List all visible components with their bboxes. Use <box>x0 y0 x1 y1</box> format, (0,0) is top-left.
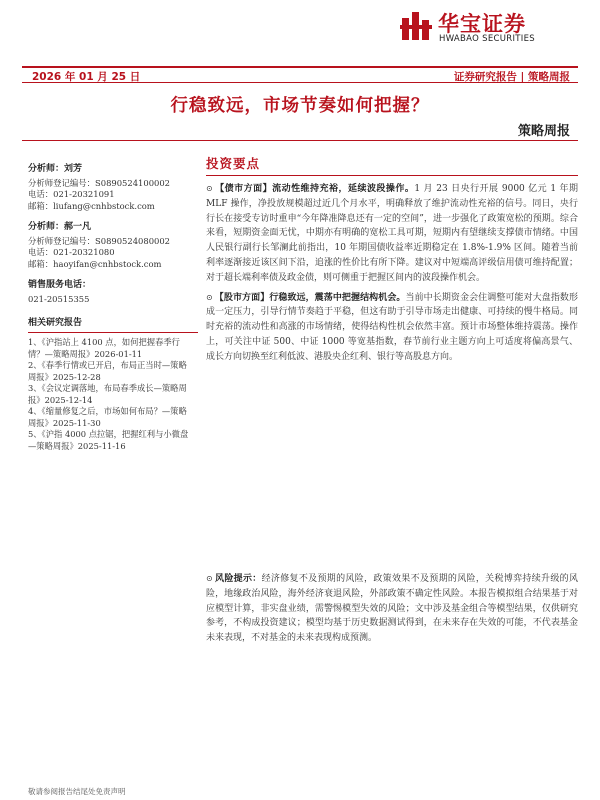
analyst-email: 邮箱：haoyifan@cnhbstock.com <box>28 258 162 269</box>
analyst-phone: 电话：021-20321091 <box>28 189 115 199</box>
risk-warning <box>206 572 578 646</box>
sales-block <box>28 280 194 305</box>
sales-phone: 021-20515355 <box>28 293 90 304</box>
paragraph-body: 1 月 23 日央行开展 9000 亿元 1 年期 MLF 操作，净投放规模超过近几个月水平，明确释放了维护流动性充裕的信号。同日，央行行长在接受专访时重申“今年降准降息还有一定的空间”，进一步强化了政策宽松的预期。综合来看，短期资金面无忧，中期亦有明确的宽松工具可期，短期内有望继续支撑债市情绪。中国人民银行副行长邹澜此前指出，10 年期国债收益率近期稳定在 1.8%-1.9% 区间。随着当前利率逐渐接近该区间下沿，追涨的性价比有所下降。建议对中短端高评级信用债可维持配置；对于超长端利率债及政金债，则可侧重于把握区间内的波段操作机会。 <box>206 184 578 283</box>
analyst-block <box>28 222 194 270</box>
report-date: 2026 年 01 月 25 日 <box>32 71 141 83</box>
risk-lead: 风险提示： <box>214 574 262 584</box>
related-report-item: 3、《会议定调落地，布局春季成长—策略周报》2025-12-14 <box>28 383 187 405</box>
analyst-block <box>28 164 194 212</box>
brand-logo <box>398 6 588 46</box>
paragraph-body: 当前中长期资金会住调整可能对大盘指数形成一定压力，引导行情节奏趋于平稳，但这有助于引导市场走出健康、可持续的慢牛格局。同时充裕的流动性和高涨的市场情绪，使得结构性机会依然丰富。预计市场整体维持震荡。操作上，可关注中证 500、中证 1000 等宽基指数，春节前行业主题方向上可适度将偏高景气、成长方向切换至红利低波、港股央企红利、银行等高股息方向。 <box>206 292 578 362</box>
analyst-cert: 分析师登记编号：S0890524080002 <box>28 235 171 246</box>
sales-label: 销售服务电话： <box>28 280 92 290</box>
analyst-email: 邮箱：liufang@cnhbstock.com <box>28 200 155 211</box>
stock-market-paragraph <box>206 291 578 365</box>
report-title: 行稳致远，市场节奏如何把握？ <box>170 96 430 116</box>
analyst-cert: 分析师登记编号：S0890524100002 <box>28 177 171 188</box>
report-category: 证券研究报告 | 策略周报 <box>453 71 570 83</box>
left-sidebar <box>28 164 194 452</box>
bullet-icon: ⊙ <box>206 574 213 583</box>
brand-name-en: HWABAO SECURITIES <box>439 34 535 44</box>
date-bar <box>22 66 578 83</box>
related-report-item: 1、《沪指站上 4100 点，如何把握春季行情？—策略周报》2026-01-11 <box>28 337 180 359</box>
main-content <box>206 154 578 370</box>
title-divider <box>22 140 578 141</box>
hwabao-logo-icon <box>398 8 434 44</box>
bullet-icon: ⊙ <box>206 184 213 193</box>
analyst-name: 分析师：刘芳 <box>28 164 83 174</box>
disclaimer-footer: 敬请参阅报告结尾处免责声明 <box>28 787 126 796</box>
related-report-item: 2、《春季行情或已开启，布局正当时—策略周报》2025-12-28 <box>28 360 187 382</box>
related-report-item: 4、《缩量修复之后，市场如何布局？—策略周报》2025-11-30 <box>28 406 187 428</box>
brand-name-cn: 华宝证券 <box>438 12 526 36</box>
analyst-name: 分析师：郝一凡 <box>28 222 92 232</box>
analyst-phone: 电话：021-20321080 <box>28 247 115 257</box>
related-reports-heading: 相关研究报告 <box>28 315 198 333</box>
bond-market-paragraph <box>206 182 578 286</box>
investment-highlights-heading: 投资要点 <box>206 154 578 176</box>
bullet-icon: ⊙ <box>206 292 213 302</box>
paragraph-lead: 【股市方面】行稳致远，震荡中把握结构机会。 <box>214 292 406 303</box>
related-report-item: 5、《沪指 4000 点拉锯，把握红利与小微盘—策略周报》2025-11-16 <box>28 429 189 451</box>
risk-body: 经济修复不及预期的风险，政策效果不及预期的风险，关税博弈持续升级的风险，地缘政治风险，海外经济衰退风险，外部政策不确定性风险。本报告模拟组合结果基于对应模型计算，非实盘业绩，需警惕模型失效的风险；文中涉及基金组合等模型结果，仅供研究参考，不构成投资建议；模型均基于历史数据测试得到，在未来存在失效的可能，不代表基金未来表现，不对基金的未来表现构成预测。 <box>206 574 578 644</box>
report-subtitle: 策略周报 <box>517 124 570 139</box>
paragraph-lead: 【债市方面】流动性维持充裕，延续波段操作。 <box>214 184 415 194</box>
